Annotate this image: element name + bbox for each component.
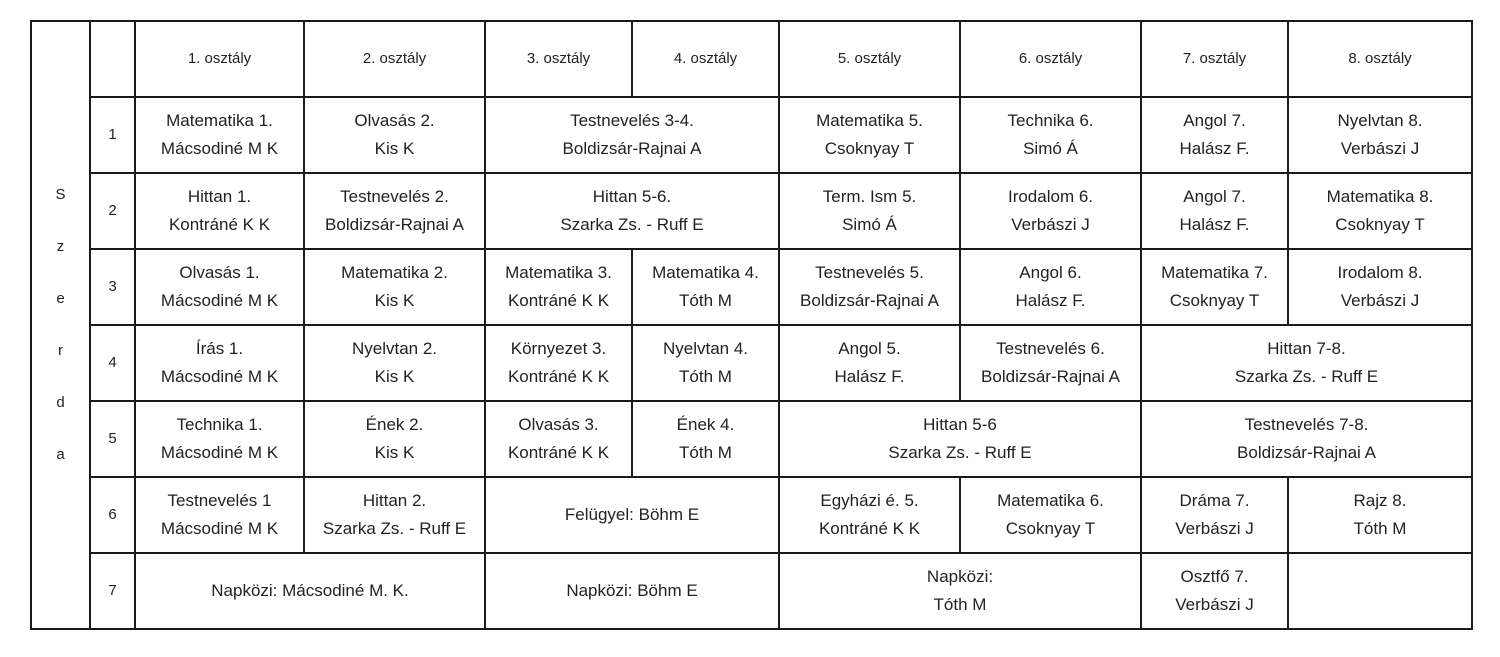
lesson-subject: Matematika 2.	[341, 263, 448, 282]
period-row	[31, 477, 1472, 553]
lesson-teacher: Kis K	[374, 367, 415, 386]
lesson-subject: Testnevelés 3-4.	[570, 111, 694, 130]
lesson-cell	[485, 249, 632, 325]
lesson-cell	[779, 477, 960, 553]
lesson-cell	[960, 477, 1141, 553]
lesson-teacher: Simó Á	[1023, 139, 1078, 158]
lesson-teacher: Csoknyay T	[824, 139, 915, 158]
lesson-cell	[304, 173, 485, 249]
lesson-teacher: Kis K	[374, 291, 415, 310]
lesson-cell	[779, 97, 960, 173]
lesson-subject: Matematika 7.	[1161, 263, 1268, 282]
lesson-teacher: Verbászi J	[1175, 519, 1254, 538]
lesson-cell	[632, 249, 779, 325]
lesson-subject: Nyelvtan 2.	[351, 339, 438, 358]
day-letter: z	[56, 238, 65, 255]
lesson-subject: Hittan 5-6.	[592, 187, 672, 206]
lesson-teacher: Szarka Zs. - Ruff E	[322, 519, 467, 538]
class-header: 3. osztály	[485, 21, 632, 97]
lesson-teacher: Halász F.	[1179, 139, 1250, 158]
lesson-cell	[135, 249, 304, 325]
lesson-subject: Technika 1.	[176, 415, 263, 434]
lesson-cell	[485, 97, 779, 173]
period-row	[31, 173, 1472, 249]
period-row	[31, 97, 1472, 173]
lesson-subject: Term. Ism 5.	[822, 187, 917, 206]
lesson-cell	[1141, 97, 1288, 173]
lesson-cell	[632, 401, 779, 477]
lesson-subject: Napközi:	[926, 567, 994, 586]
lesson-subject: Környezet 3.	[510, 339, 607, 358]
lesson-cell	[485, 401, 632, 477]
lesson-cell	[135, 173, 304, 249]
daycare-text: Napközi: Mácsodiné M. K.	[211, 581, 409, 600]
period-number: 4	[90, 325, 135, 401]
day-letter: S	[55, 186, 66, 203]
period-number: 6	[90, 477, 135, 553]
lesson-subject: Matematika 3.	[505, 263, 612, 282]
lesson-teacher: Csoknyay T	[1335, 215, 1425, 234]
lesson-cell	[1141, 477, 1288, 553]
lesson-cell	[960, 173, 1141, 249]
lesson-teacher: Boldizsár-Rajnai A	[562, 139, 702, 158]
lesson-subject: Angol 6.	[1019, 263, 1082, 282]
lesson-subject: Osztfő 7.	[1180, 567, 1249, 586]
lesson-teacher: Szarka Zs. - Ruff E	[888, 443, 1032, 462]
lesson-subject: Testnevelés 2.	[340, 187, 449, 206]
daycare-cell	[779, 553, 1141, 629]
class-header: 5. osztály	[779, 21, 960, 97]
lesson-cell	[779, 173, 960, 249]
lesson-teacher: Simó Á	[842, 215, 897, 234]
period-row	[31, 249, 1472, 325]
lesson-subject: Testnevelés 6.	[996, 339, 1105, 358]
lesson-subject: Hittan 7-8.	[1267, 339, 1346, 358]
period-row	[31, 553, 1472, 629]
lesson-cell	[779, 325, 960, 401]
lesson-teacher: Verbászi J	[1175, 595, 1254, 614]
lesson-subject: Matematika 4.	[652, 263, 759, 282]
period-number: 3	[90, 249, 135, 325]
lesson-teacher: Csoknyay T	[1005, 519, 1096, 538]
lesson-teacher: Kis K	[374, 443, 415, 462]
day-letter: r	[58, 342, 63, 359]
lesson-subject: Nyelvtan 8.	[1337, 111, 1423, 130]
lesson-subject: Olvasás 3.	[518, 415, 599, 434]
lesson-teacher: Boldizsár-Rajnai A	[981, 367, 1120, 386]
lesson-teacher: Boldizsár-Rajnai A	[325, 215, 464, 234]
lesson-teacher: Tóth M	[679, 367, 732, 386]
lesson-subject: Testnevelés 5.	[815, 263, 924, 282]
lesson-cell	[779, 249, 960, 325]
lesson-cell	[304, 401, 485, 477]
lesson-subject: Matematika 8.	[1326, 187, 1434, 206]
class-header: 4. osztály	[632, 21, 779, 97]
lesson-subject: Testnevelés 7-8.	[1244, 415, 1369, 434]
lesson-cell	[1288, 97, 1472, 173]
lesson-subject: Matematika 6.	[997, 491, 1104, 510]
lesson-subject: Angol 7.	[1183, 187, 1246, 206]
class-header: 1. osztály	[135, 21, 304, 97]
lesson-subject: Matematika 5.	[816, 111, 923, 130]
class-header: 6. osztály	[960, 21, 1141, 97]
lesson-teacher: Boldizsár-Rajnai A	[1237, 443, 1376, 462]
lesson-teacher: Tóth M	[679, 291, 732, 310]
class-header: 2. osztály	[304, 21, 485, 97]
lesson-subject: Dráma 7.	[1179, 491, 1250, 510]
lesson-cell	[135, 325, 304, 401]
lesson-cell	[135, 97, 304, 173]
lesson-cell	[135, 401, 304, 477]
lesson-teacher: Kontráné K K	[507, 443, 610, 462]
day-label-cell	[31, 21, 90, 629]
lesson-subject: Olvasás 2.	[354, 111, 435, 130]
lesson-cell	[960, 325, 1141, 401]
lesson-teacher: Mácsodiné M K	[160, 367, 279, 386]
lesson-teacher: Mácsodiné M K	[160, 139, 279, 158]
lesson-teacher: Szarka Zs. - Ruff E	[1234, 367, 1379, 386]
lesson-teacher: Boldizsár-Rajnai A	[800, 291, 939, 310]
lesson-teacher: Kontráné K K	[818, 519, 921, 538]
lesson-teacher: Mácsodiné M K	[160, 443, 279, 462]
header-row	[31, 21, 1472, 97]
lesson-subject: Technika 6.	[1007, 111, 1094, 130]
lesson-teacher: Halász F.	[1179, 215, 1250, 234]
lesson-cell	[304, 249, 485, 325]
lesson-teacher: Szarka Zs. - Ruff E	[560, 215, 704, 234]
daycare-text: Napközi: Böhm E	[566, 581, 698, 600]
lesson-cell	[304, 477, 485, 553]
lesson-teacher: Tóth M	[1353, 519, 1407, 538]
period-row	[31, 325, 1472, 401]
lesson-cell	[1141, 173, 1288, 249]
lesson-teacher: Verbászi J	[1340, 291, 1420, 310]
lesson-teacher: Verbászi J	[1011, 215, 1090, 234]
lesson-cell	[1141, 249, 1288, 325]
lesson-cell	[960, 249, 1141, 325]
lesson-teacher: Halász F.	[834, 367, 905, 386]
lesson-teacher: Halász F.	[1015, 291, 1086, 310]
day-letter: d	[56, 394, 65, 411]
lesson-teacher: Mácsodiné M K	[160, 291, 279, 310]
class-header: 7. osztály	[1141, 21, 1288, 97]
period-number: 1	[90, 97, 135, 173]
day-letter: a	[56, 446, 65, 463]
lesson-subject: Angol 5.	[838, 339, 901, 358]
lesson-teacher: Csoknyay T	[1169, 291, 1260, 310]
period-number: 2	[90, 173, 135, 249]
period-number: 5	[90, 401, 135, 477]
lesson-cell	[1141, 401, 1472, 477]
lesson-teacher: Mácsodiné M K	[160, 519, 279, 538]
lesson-cell	[1288, 173, 1472, 249]
lesson-teacher: Kis K	[374, 139, 415, 158]
lesson-subject: Rajz 8.	[1353, 491, 1407, 510]
daycare-cell	[135, 553, 485, 629]
supervision-cell	[485, 477, 779, 553]
lesson-subject: Irodalom 8.	[1337, 263, 1423, 282]
timetable	[30, 20, 1473, 630]
lesson-subject: Angol 7.	[1183, 111, 1246, 130]
corner-cell	[90, 21, 135, 97]
period-number: 7	[90, 553, 135, 629]
lesson-subject: Hittan 5-6	[923, 415, 997, 434]
supervision-text: Felügyel: Böhm E	[564, 505, 700, 524]
lesson-subject: Hittan 2.	[362, 491, 427, 510]
lesson-cell	[1141, 553, 1288, 629]
lesson-subject: Ének 2.	[365, 415, 424, 434]
daycare-cell	[485, 553, 779, 629]
lesson-subject: Olvasás 1.	[179, 263, 260, 282]
lesson-cell	[485, 325, 632, 401]
lesson-teacher: Kontráné K K	[168, 215, 271, 234]
lesson-cell	[135, 477, 304, 553]
lesson-subject: Ének 4.	[676, 415, 735, 434]
lesson-teacher: Kontráné K K	[507, 291, 610, 310]
lesson-teacher: Tóth M	[679, 443, 732, 462]
day-letter: e	[56, 290, 65, 307]
lesson-cell	[1288, 477, 1472, 553]
lesson-cell	[960, 97, 1141, 173]
lesson-subject: Irodalom 6.	[1007, 187, 1094, 206]
lesson-subject: Nyelvtan 4.	[662, 339, 749, 358]
lesson-subject: Matematika 1.	[166, 111, 273, 130]
lesson-cell	[632, 325, 779, 401]
lesson-cell	[485, 173, 779, 249]
lesson-cell	[1288, 249, 1472, 325]
lesson-teacher: Verbászi J	[1340, 139, 1420, 158]
lesson-cell	[304, 97, 485, 173]
lesson-subject: Hittan 1.	[187, 187, 252, 206]
lesson-teacher: Tóth M	[933, 595, 987, 614]
lesson-subject: Testnevelés 1	[167, 491, 272, 510]
class-header: 8. osztály	[1288, 21, 1472, 97]
lesson-teacher: Kontráné K K	[507, 367, 610, 386]
lesson-cell	[304, 325, 485, 401]
lesson-subject: Írás 1.	[195, 339, 244, 358]
lesson-cell	[779, 401, 1141, 477]
lesson-subject: Egyházi é. 5.	[820, 491, 919, 510]
lesson-cell	[1141, 325, 1472, 401]
empty-cell	[1288, 553, 1472, 629]
period-row	[31, 401, 1472, 477]
